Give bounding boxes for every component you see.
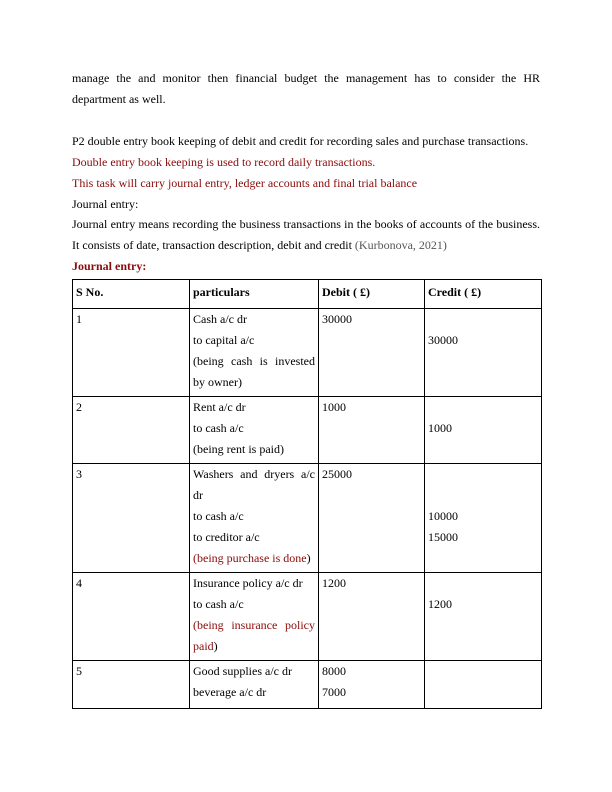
particulars-note-close: ) (213, 639, 218, 653)
intro-paragraph (72, 68, 540, 110)
cell-sno: 1 (73, 309, 190, 397)
cell-debit (319, 309, 425, 397)
particulars-line: Washers and dryers a/c (193, 467, 315, 481)
particulars-line: beverage a/c dr (193, 685, 267, 699)
particulars-line: Rent a/c dr (193, 400, 246, 414)
cell-credit (425, 661, 542, 709)
red-note-1: Double entry book keeping is used to record daily transactions. (72, 155, 376, 169)
debit-amount: 1000 (322, 400, 346, 414)
table-row (73, 464, 542, 573)
particulars-note-red: paid (193, 639, 214, 653)
debit-amount: 1200 (322, 576, 346, 590)
header-credit: Credit ( £) (425, 280, 542, 309)
debit-amount: 8000 (322, 664, 346, 678)
cell-credit (425, 573, 542, 661)
particulars-note-close: ) (306, 551, 311, 565)
debit-amount: 30000 (322, 312, 352, 326)
credit-amount: 30000 (428, 333, 458, 347)
particulars-line: to capital a/c (193, 333, 255, 347)
credit-amount: 15000 (428, 530, 458, 544)
red-note-2: This task will carry journal entry, ledger accounts and final trial balance (72, 176, 418, 190)
citation: (Kurbonova, 2021) (354, 238, 447, 252)
intro-line-2: department as well. (72, 92, 166, 106)
journal-definition-text: It consists of date, transaction description, debit and credit (72, 238, 352, 252)
particulars-note-red: (being purchase is done (193, 551, 307, 565)
cell-sno: 3 (73, 464, 190, 573)
particulars-note (193, 636, 315, 657)
cell-debit (319, 573, 425, 661)
cell-debit (319, 397, 425, 464)
journal-table (72, 279, 542, 709)
particulars-line: to cash a/c (193, 421, 244, 435)
journal-heading: Journal entry: (72, 259, 147, 273)
particulars-line: to creditor a/c (193, 530, 260, 544)
journal-definition-line-1: Journal entry means recording the business transactions in the books of accounts of the business. (72, 217, 540, 231)
cell-sno: 2 (73, 397, 190, 464)
particulars-line: Good supplies a/c dr (193, 664, 292, 678)
particulars-line: (being cash is invested (193, 354, 315, 368)
particulars-line: dr (193, 488, 203, 502)
p2-heading: P2 double entry book keeping of debit and credit for recording sales and purchase transactions. (72, 134, 529, 148)
cell-credit (425, 464, 542, 573)
cell-debit (319, 464, 425, 573)
table-header-row (73, 280, 542, 309)
table-row (73, 309, 542, 397)
journal-definition (72, 214, 540, 256)
journal-label: Journal entry: (72, 197, 139, 211)
particulars-line: (being insurance policy (193, 618, 315, 632)
table-row (73, 573, 542, 661)
particulars-note (193, 548, 315, 569)
credit-amount: 10000 (428, 509, 458, 523)
table-row (73, 661, 542, 709)
particulars-line: Cash a/c dr (193, 312, 247, 326)
credit-amount: 1200 (428, 597, 452, 611)
cell-particulars (190, 573, 319, 661)
cell-particulars (190, 309, 319, 397)
intro-line-1: manage the and monitor then financial budget the management has to consider the HR (72, 71, 540, 85)
credit-amount: 1000 (428, 421, 452, 435)
journal-definition-line-2 (72, 235, 540, 256)
cell-credit (425, 397, 542, 464)
debit-amount: 25000 (322, 467, 352, 481)
table-row (73, 397, 542, 464)
cell-debit (319, 661, 425, 709)
header-sno: S No. (73, 280, 190, 309)
cell-particulars (190, 464, 319, 573)
cell-sno: 4 (73, 573, 190, 661)
debit-amount: 7000 (322, 685, 346, 699)
particulars-line: to cash a/c (193, 597, 244, 611)
cell-sno: 5 (73, 661, 190, 709)
cell-particulars (190, 661, 319, 709)
particulars-line: (being rent is paid) (193, 442, 284, 456)
particulars-line: to cash a/c (193, 509, 244, 523)
cell-particulars (190, 397, 319, 464)
header-debit: Debit ( £) (319, 280, 425, 309)
particulars-line: Insurance policy a/c dr (193, 576, 303, 590)
particulars-line: by owner) (193, 375, 242, 389)
header-particulars: particulars (190, 280, 319, 309)
cell-credit (425, 309, 542, 397)
